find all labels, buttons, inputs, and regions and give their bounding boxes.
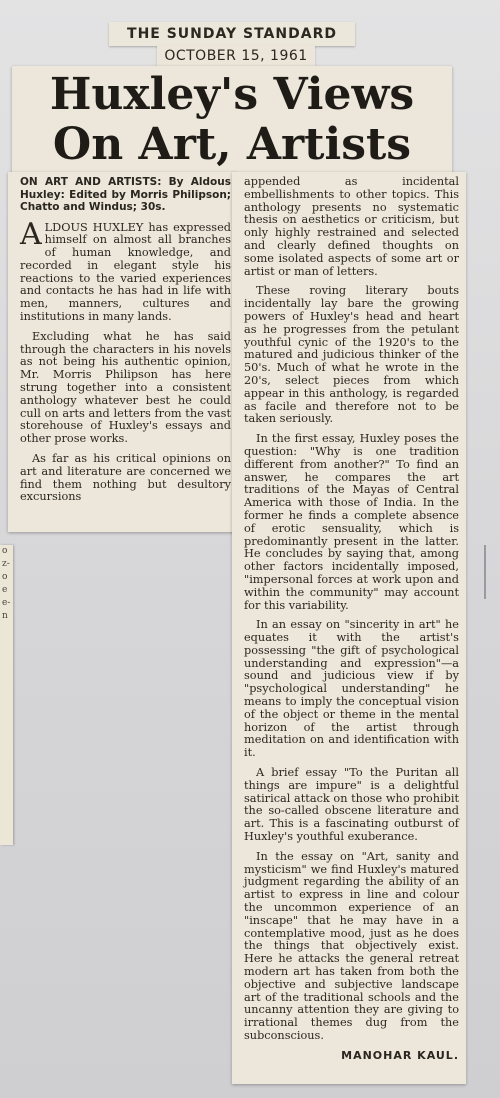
fragment-text: o	[2, 572, 8, 582]
paragraph: appended as incidental embellishments to other topics. This anthology presents no systematic thesis on aesthetics or criticism, but only highly restrained and selected and clearly defined thoughts on some isolated aspects of some art or artist or man of letters.	[244, 175, 459, 278]
fragment-text: n	[2, 611, 8, 621]
page-mark	[484, 545, 486, 599]
paragraph: In an essay on "sincerity in art" he equates it with the artist's possessing "the gift of psychological understanding and expression"—a sound and judicious view if by "psychological understanding" he means to imply the conceptual vision of the object or theme in the mental horizon of the artist through meditation on and identification with it.	[244, 618, 459, 760]
drop-cap: A	[20, 216, 42, 252]
book-info: ON ART AND ARTISTS: By Aldous Huxley: Edited by Morris Philipson; Chatto and Windus; 30s.	[20, 176, 231, 213]
lead-text: LDOUS HUXLEY has expressed himself on almost all branches of human knowledge, and recorded in elegant style his reactions to the varied experiences and contacts he has had in life with men, manners, cultures and institutions in many lands.	[20, 220, 231, 324]
paragraph: In the essay on "Art, sanity and mysticism" we find Huxley's matured judgment regarding the ability of an artist to express in line and colour the uncommon experience of an "inscape" that he may have in a contemplative mood, just as he does the things that objectively exist. Here he attacks the general retreat modern art has taken from both the objective and subjective landscape art of the traditional schools and the uncanny attention they are giving to irrational themes dug from the subconscious.	[244, 849, 459, 1042]
paragraph: In the first essay, Huxley poses the question: "Why is one tradition different from another?" To find an answer, he compares the art traditions of the Mayas of Central America with those of India. In the former he finds a complete absence of erotic sensuality, which is predominantly present in the latter. He concludes by saying that, among other factors incidentally imposed, "impersonal forces at work upon and within the community" may account for this variability.	[244, 432, 459, 612]
article-column-1	[20, 176, 231, 511]
article-column-2	[244, 176, 459, 1063]
publication-date: OCTOBER 15, 1961	[157, 45, 315, 67]
fragment-text: z-	[2, 559, 10, 569]
newspaper-masthead: THE SUNDAY STANDARD	[109, 22, 355, 46]
paragraph: As far as his critical opinions on art and literature are concerned we find them nothing but desultory excursions	[20, 452, 231, 504]
fragment-text: o	[2, 546, 8, 556]
paragraph: A brief essay "To the Puritan all things are impure" is a delightful satirical attack on those who prohibit the so-called obscene literature and art. This is a fascinating outburst of Huxley's youthful exuberance.	[244, 766, 459, 844]
fragment-text: e	[2, 585, 8, 595]
fragment-text: e-	[2, 598, 11, 608]
author-byline: MANOHAR KAUL.	[341, 1048, 459, 1062]
adjacent-clipping-fragment	[0, 545, 13, 845]
paragraph: These roving literary bouts incidentally lay bare the growing powers of Huxley's head and heart as he progresses from the petulant youthful cynic of the 1920's to the matured and judicious thinker of the 50's. Much of what he wrote in the 20's, select pieces from which appear in this anthology, is regarded as facile and therefore not to be taken seriously.	[244, 284, 459, 426]
article-headline: Huxley's Views On Art, Artists	[49, 69, 415, 170]
lead-paragraph	[20, 216, 231, 324]
paragraph: Excluding what he has said through the characters in his novels as not being his authentic opinion, Mr. Morris Philipson has here strung together into a consistent anthology whatever best he could cull on arts and letters from the vast storehouse of Huxley's essays and other prose works.	[20, 329, 231, 446]
